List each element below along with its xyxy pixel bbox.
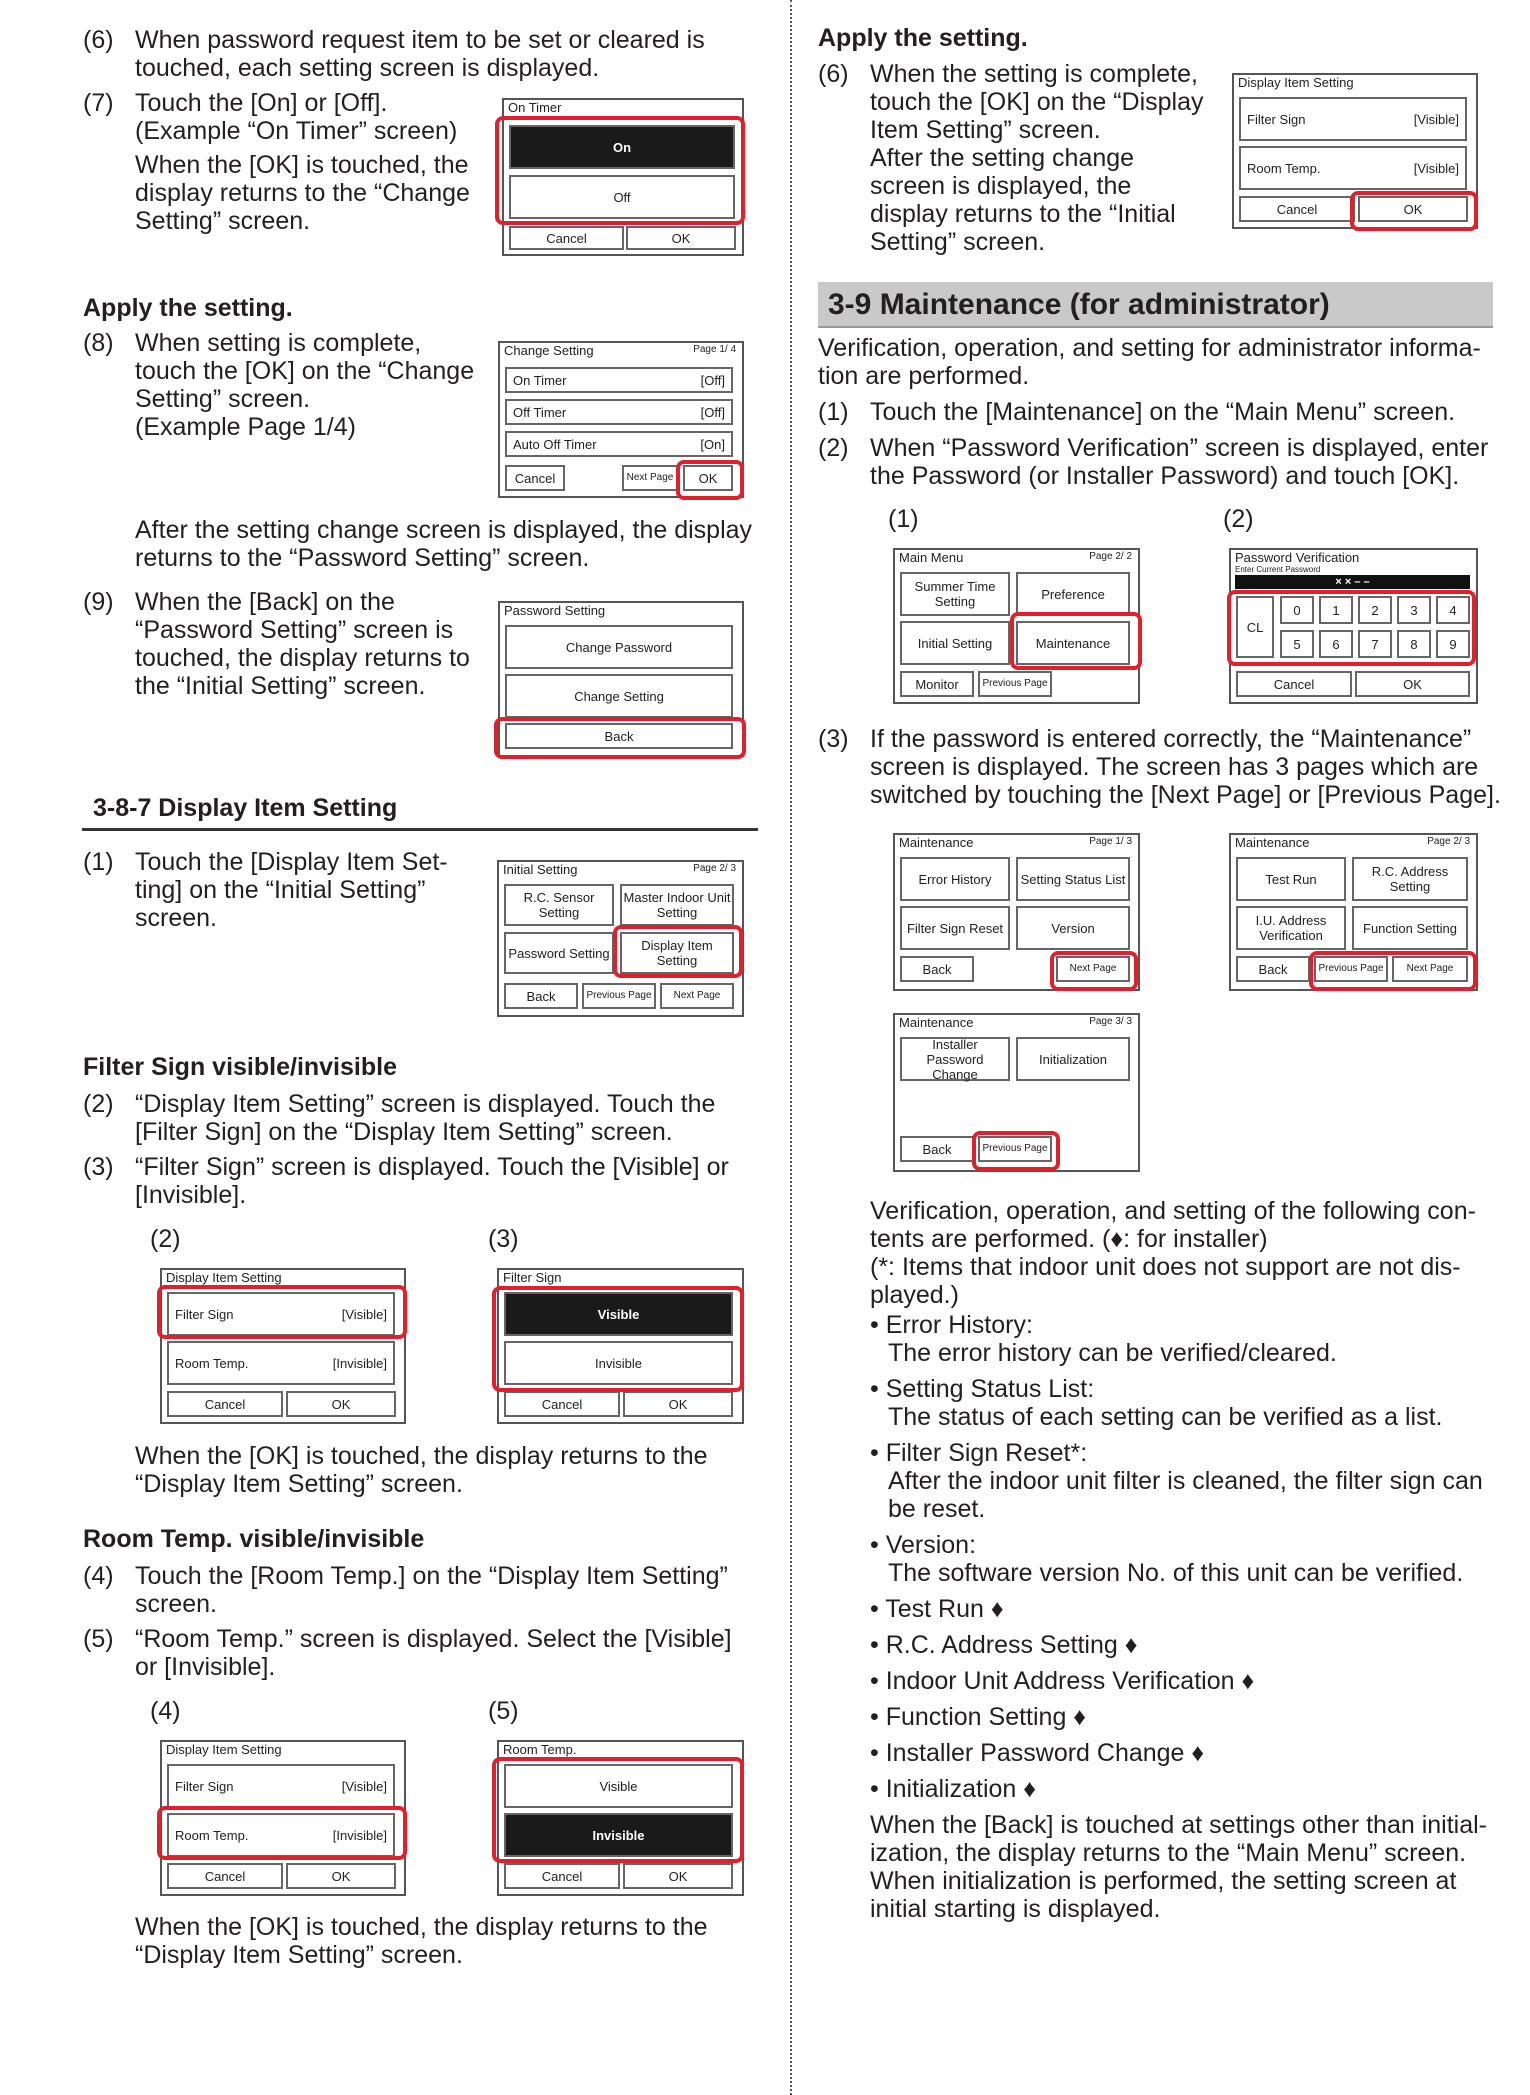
ok-button[interactable]: OK xyxy=(1355,671,1470,697)
caption-4: (4) xyxy=(150,1697,181,1725)
back-button[interactable]: Back xyxy=(504,983,578,1009)
highlight-maintenance xyxy=(1010,612,1142,670)
bullet-function-setting: • Function Setting ♦ xyxy=(870,1703,1087,1731)
closing-paragraph: When the [Back] is touched at settings other than initial- ization, the display returns to the “Main Menu” screen. When initialization is performed, the setting screen at initial starting is displayed. xyxy=(870,1811,1488,1923)
bullet-error-history: • Error History: The error history can be verified/cleared. xyxy=(870,1311,1337,1367)
previous-page-button[interactable]: Previous Page xyxy=(582,983,656,1009)
display-item-screen-b: Display Item Setting Filter Sign [Visible] Room Temp. [Invisible] Cancel OK xyxy=(160,1740,406,1896)
maintenance-screen-2: Maintenance Page 2/ 3 Test Run R.C. Address Setting I.U. Address Verification Function Setting Back Previous Page Next Page xyxy=(1229,833,1478,991)
next-page-button[interactable]: Next Page xyxy=(1056,956,1130,982)
password-verification-screen: Password Verification Enter Current Password × × – – CL 0 1 2 3 4 5 6 7 8 9 Cancel OK xyxy=(1229,548,1478,704)
cancel-button[interactable]: Cancel xyxy=(509,226,624,250)
on-button[interactable]: On xyxy=(509,125,735,169)
section-title: 3-9 Maintenance (for administrator) xyxy=(828,288,1330,321)
bullet-initialization: • Initialization ♦ xyxy=(870,1775,1037,1803)
step-8-followup: After the setting change screen is displayed, the display returns to the “Password Setting” screen. xyxy=(135,516,753,572)
highlight-visible-invisible-2 xyxy=(492,1757,744,1863)
change-setting-screen: Change Setting Page 1/ 4 On Timer [Off] Off Timer [Off] Auto Off Timer [On] Cancel Next Page OK xyxy=(498,341,744,498)
key-8[interactable]: 8 xyxy=(1397,630,1431,658)
key-5[interactable]: 5 xyxy=(1280,630,1314,658)
filter-heading: Filter Sign visible/invisible xyxy=(83,1053,397,1081)
maintenance-button[interactable]: Maintenance xyxy=(1016,621,1130,665)
ok-button[interactable]: OK xyxy=(623,1391,733,1417)
next-page-button[interactable]: Next Page xyxy=(1392,956,1468,982)
column-divider xyxy=(790,0,792,2095)
key-0[interactable]: 0 xyxy=(1280,596,1314,624)
highlight-on-off xyxy=(495,116,745,225)
key-3[interactable]: 3 xyxy=(1397,596,1431,624)
ok-button[interactable]: OK xyxy=(286,1863,396,1889)
password-mask: × × – – xyxy=(1235,575,1470,589)
maintenance-screen-3: Maintenance Page 3/ 3 Installer Password Change Initialization Back Previous Page xyxy=(893,1013,1140,1172)
bullet-test-run: • Test Run ♦ xyxy=(870,1595,1004,1623)
on-timer-screen: On Timer On Off Cancel OK xyxy=(502,98,744,256)
filter-sign-row[interactable]: Filter Sign [Visible] xyxy=(167,1292,395,1336)
cancel-button[interactable]: Cancel xyxy=(167,1863,283,1889)
apply-heading-left: Apply the setting. xyxy=(83,294,293,322)
ok-button[interactable]: OK xyxy=(286,1391,396,1417)
highlight-ok-right xyxy=(1350,191,1478,231)
room-temp-row[interactable]: Room Temp. [Invisible] xyxy=(167,1813,395,1857)
bullet-filter-reset: • Filter Sign Reset*: After the indoor unit filter is cleaned, the filter sign can be reset. xyxy=(870,1439,1483,1523)
subsection-rule xyxy=(82,828,758,831)
row-auto-off-timer[interactable]: Auto Off Timer [On] xyxy=(505,431,733,457)
filter-sign-row[interactable]: Filter Sign [Visible] xyxy=(167,1764,395,1808)
visible-button[interactable]: Visible xyxy=(504,1764,733,1808)
previous-page-button[interactable]: Previous Page xyxy=(978,671,1052,697)
row-on-timer[interactable]: On Timer [Off] xyxy=(505,367,733,393)
maintenance-screen-1: Maintenance Page 1/ 3 Error History Setting Status List Filter Sign Reset Version Back Next Page xyxy=(893,833,1140,991)
apply-heading-right: Apply the setting. xyxy=(818,24,1028,52)
clear-key[interactable]: CL xyxy=(1236,596,1274,658)
key-4[interactable]: 4 xyxy=(1436,596,1470,624)
bullet-rc-address: • R.C. Address Setting ♦ xyxy=(870,1631,1138,1659)
iu-address-button[interactable]: I.U. Address Verification xyxy=(1236,906,1346,950)
key-9[interactable]: 9 xyxy=(1436,630,1470,658)
highlight-filter-sign xyxy=(157,1285,407,1339)
off-button[interactable]: Off xyxy=(509,175,735,219)
cancel-button[interactable]: Cancel xyxy=(1236,671,1352,697)
back-button[interactable]: Back xyxy=(1236,956,1310,982)
back-button[interactable]: Back xyxy=(900,1136,974,1162)
cancel-button[interactable]: Cancel xyxy=(505,465,565,491)
ok-button[interactable]: OK xyxy=(683,465,733,491)
monitor-button[interactable]: Monitor xyxy=(900,671,974,697)
error-history-button[interactable]: Error History xyxy=(900,857,1010,901)
back-button[interactable]: Back xyxy=(505,723,733,749)
highlight-keypad xyxy=(1227,590,1476,666)
rc-address-button[interactable]: R.C. Address Setting xyxy=(1352,857,1468,901)
cancel-button[interactable]: Cancel xyxy=(1239,196,1355,222)
previous-page-button[interactable]: Previous Page xyxy=(978,1136,1052,1162)
highlight-ok xyxy=(676,460,744,500)
display-step-5-followup: When the [OK] is touched, the display returns to the “Display Item Setting” screen. xyxy=(135,1913,708,1969)
key-6[interactable]: 6 xyxy=(1319,630,1353,658)
back-button[interactable]: Back xyxy=(900,956,974,982)
invisible-button[interactable]: Invisible xyxy=(504,1813,733,1857)
bullet-version: • Version: The software version No. of this unit can be verified. xyxy=(870,1531,1464,1587)
master-indoor-button[interactable]: Master Indoor Unit Setting xyxy=(620,884,734,926)
initial-setting-screen: Initial Setting Page 2/ 3 R.C. Sensor Setting Master Indoor Unit Setting Password Setting Display Item Setting Back Previous Page Next Page xyxy=(497,860,744,1017)
summer-time-button[interactable]: Summer Time Setting xyxy=(900,572,1010,616)
room-temp-row[interactable]: Room Temp. [Invisible] xyxy=(167,1341,395,1385)
invisible-button[interactable]: Invisible xyxy=(504,1341,733,1385)
function-setting-button[interactable]: Function Setting xyxy=(1352,906,1468,950)
ok-button[interactable]: OK xyxy=(1358,196,1468,222)
ok-button[interactable]: OK xyxy=(623,1863,733,1889)
room-temp-screen: Room Temp. Visible Invisible Cancel OK xyxy=(497,1740,744,1896)
password-setting-screen: Password Setting Change Password Change Setting Back xyxy=(498,601,744,757)
section-intro: Verification, operation, and setting for administrator informa- tion are performed. xyxy=(818,334,1481,390)
change-setting-button[interactable]: Change Setting xyxy=(505,674,733,718)
next-page-button[interactable]: Next Page xyxy=(660,983,734,1009)
initialization-button[interactable]: Initialization xyxy=(1016,1037,1130,1081)
cancel-button[interactable]: Cancel xyxy=(504,1863,620,1889)
highlight-display-item xyxy=(613,925,743,978)
room-temp-heading: Room Temp. visible/invisible xyxy=(83,1525,425,1553)
password-setting-button[interactable]: Password Setting xyxy=(504,932,614,974)
bullet-setting-status: • Setting Status List: The status of each setting can be verified as a list. xyxy=(870,1375,1443,1431)
ok-button[interactable]: OK xyxy=(626,226,736,250)
highlight-visible-invisible xyxy=(492,1286,744,1392)
caption-2: (2) xyxy=(150,1225,181,1253)
preference-button[interactable]: Preference xyxy=(1016,572,1130,616)
row-off-timer[interactable]: Off Timer [Off] xyxy=(505,399,733,425)
caption-r1: (1) xyxy=(888,505,919,533)
room-temp-row[interactable]: Room Temp. [Visible] xyxy=(1239,146,1467,190)
key-7[interactable]: 7 xyxy=(1358,630,1392,658)
highlight-prev-next xyxy=(1309,951,1477,991)
display-step-3-followup: When the [OK] is touched, the display returns to the “Display Item Setting” screen. xyxy=(135,1442,708,1498)
subsection-heading: 3-8-7 Display Item Setting xyxy=(93,794,398,822)
change-password-button[interactable]: Change Password xyxy=(505,625,733,669)
maintenance-contents: Verification, operation, and setting of the following con- tents are performed. (♦: for installer) (*: Items that indoor unit does not support are not dis- played.) xyxy=(870,1197,1476,1309)
visible-button[interactable]: Visible xyxy=(504,1292,733,1336)
version-button[interactable]: Version xyxy=(1016,906,1130,950)
filter-sign-reset-button[interactable]: Filter Sign Reset xyxy=(900,906,1010,950)
bullet-iu-address: • Indoor Unit Address Verification ♦ xyxy=(870,1667,1255,1695)
display-item-screen-a: Display Item Setting Filter Sign [Visible] Room Temp. [Invisible] Cancel OK xyxy=(160,1268,406,1424)
filter-sign-row[interactable]: Filter Sign [Visible] xyxy=(1239,97,1467,141)
cancel-button[interactable]: Cancel xyxy=(167,1391,283,1417)
main-menu-screen: Main Menu Page 2/ 2 Summer Time Setting Preference Initial Setting Maintenance Monitor Previous Page xyxy=(893,548,1140,704)
maintenance-bullets xyxy=(870,1311,1510,1923)
key-2[interactable]: 2 xyxy=(1358,596,1392,624)
caption-5: (5) xyxy=(488,1697,519,1725)
caption-3: (3) xyxy=(488,1225,519,1253)
rc-sensor-button[interactable]: R.C. Sensor Setting xyxy=(504,884,614,926)
test-run-button[interactable]: Test Run xyxy=(1236,857,1346,901)
previous-page-button[interactable]: Previous Page xyxy=(1314,956,1388,982)
installer-password-button[interactable]: Installer Password Change xyxy=(900,1037,1010,1081)
filter-sign-screen: Filter Sign Visible Invisible Cancel OK xyxy=(497,1268,744,1424)
setting-status-button[interactable]: Setting Status List xyxy=(1016,857,1130,901)
initial-setting-button[interactable]: Initial Setting xyxy=(900,621,1010,665)
highlight-room-temp xyxy=(157,1806,407,1860)
highlight-back xyxy=(494,717,746,759)
cancel-button[interactable]: Cancel xyxy=(504,1391,620,1417)
highlight-next-page xyxy=(1050,951,1138,991)
display-item-button[interactable]: Display Item Setting xyxy=(620,932,734,974)
display-item-screen-c: Display Item Setting Filter Sign [Visible] Room Temp. [Visible] Cancel OK xyxy=(1232,73,1478,229)
next-page-button[interactable]: Next Page xyxy=(622,465,678,491)
highlight-previous-page xyxy=(972,1131,1060,1171)
key-1[interactable]: 1 xyxy=(1319,596,1353,624)
bullet-installer-password: • Installer Password Change ♦ xyxy=(870,1739,1205,1767)
caption-r2: (2) xyxy=(1223,505,1254,533)
